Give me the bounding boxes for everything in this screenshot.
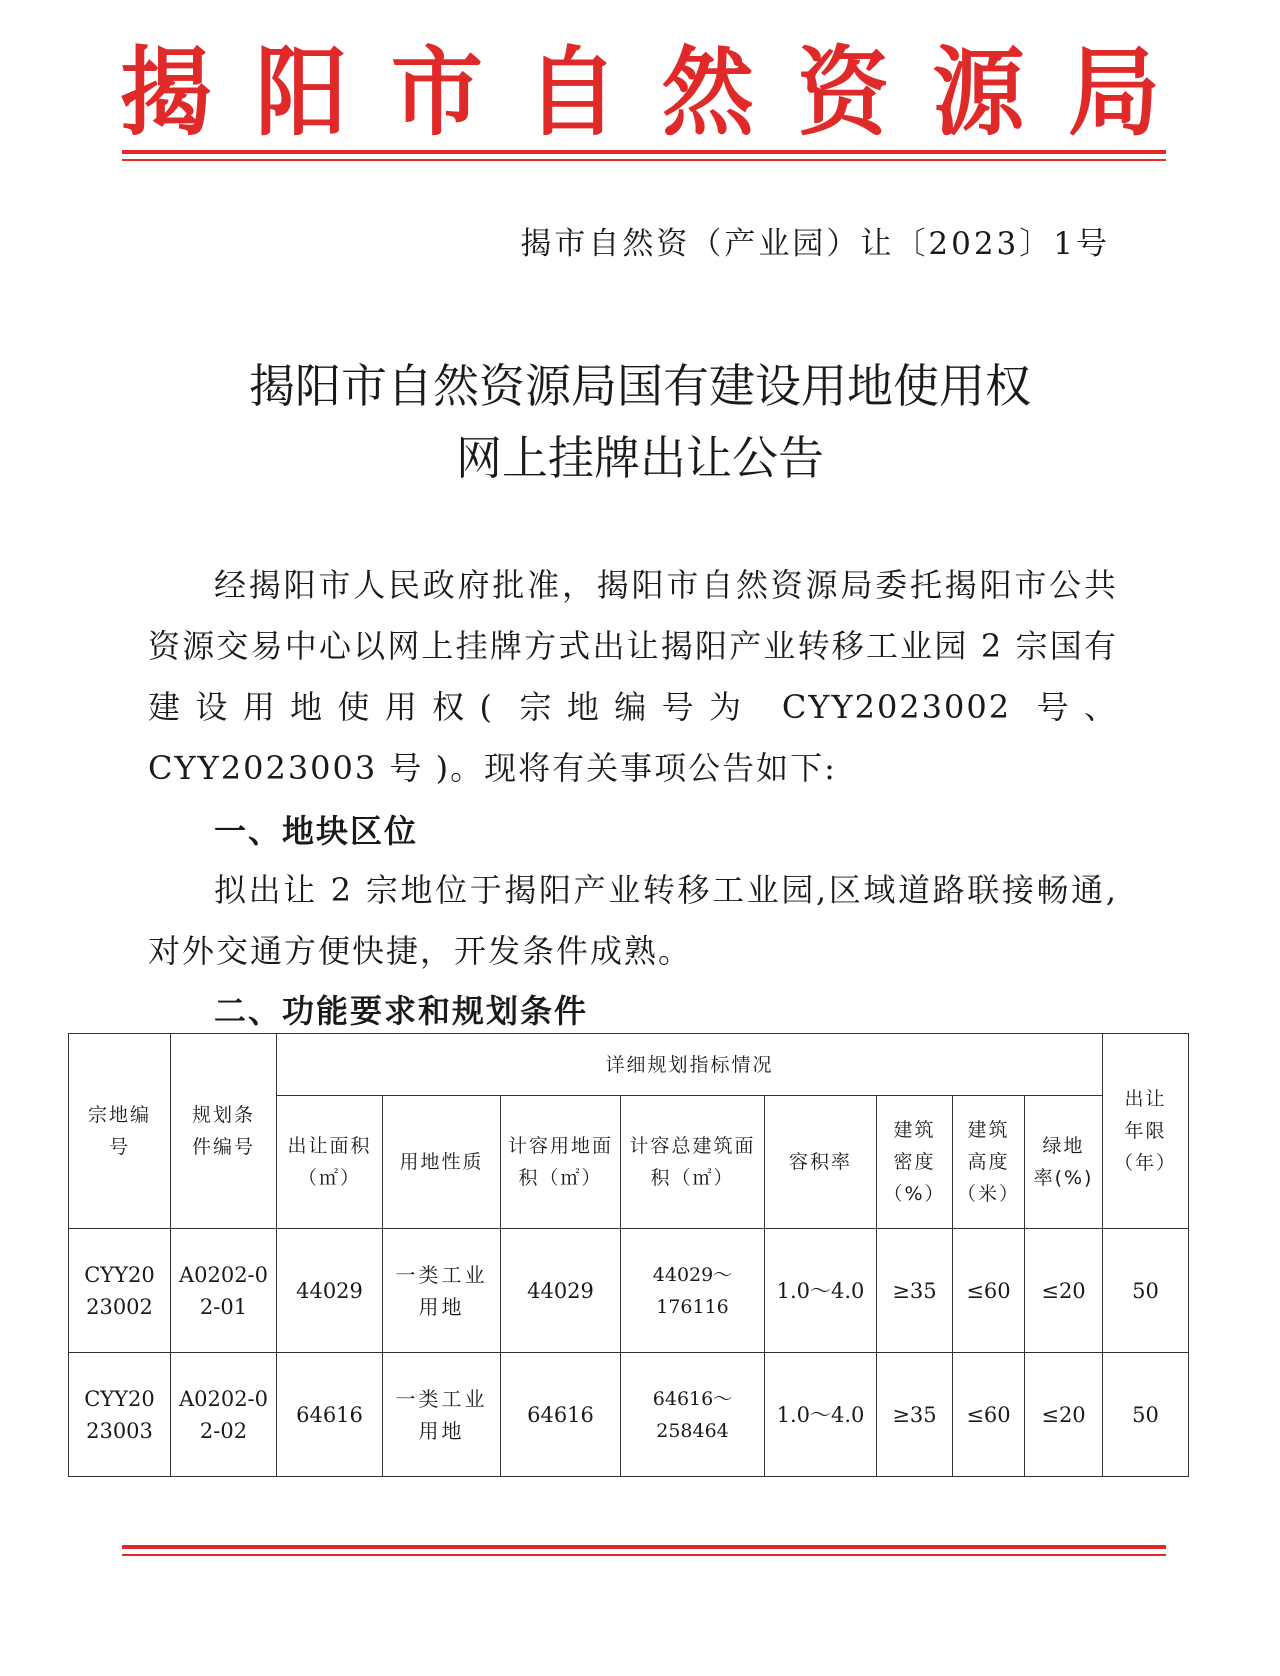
header-rule-thin <box>122 159 1166 161</box>
footer-rule-thick <box>122 1545 1166 1549</box>
cell-height: ≤60 <box>953 1353 1025 1477</box>
header-density: 建筑 密度 （%） <box>877 1096 953 1229</box>
cell-green: ≤20 <box>1025 1229 1103 1353</box>
cell-far-land-area: 44029 <box>501 1229 621 1353</box>
footer-rule-thin <box>122 1554 1166 1556</box>
cell-green: ≤20 <box>1025 1353 1103 1477</box>
intro-paragraph: 经揭阳市人民政府批准，揭阳市自然资源局委托揭阳市公共资源交易中心以网上挂牌方式出让揭阳产业转移工业园 2 宗国有建设用地使用权( 宗地编号为 CYY2023002 号、CYY2023003 号 )。现将有关事项公告如下: <box>148 566 1118 787</box>
planning-conditions-table <box>68 1033 1189 1477</box>
masthead-char: 局 <box>1067 36 1160 150</box>
cell-area: 44029 <box>277 1229 383 1353</box>
masthead-char: 自 <box>526 36 619 150</box>
masthead-char: 市 <box>390 36 483 150</box>
cell-land-use: 一类工业 用地 <box>383 1229 501 1353</box>
page-title <box>120 350 1160 494</box>
cell-far-land-area: 64616 <box>501 1353 621 1477</box>
header-green: 绿地 率(%) <box>1025 1096 1103 1229</box>
header-area: 出让面积 （㎡） <box>277 1096 383 1229</box>
cell-parcel-no: CYY20 23002 <box>69 1229 171 1353</box>
header-far: 容积率 <box>765 1096 877 1229</box>
cell-density: ≥35 <box>877 1229 953 1353</box>
title-line-2: 网上挂牌出让公告 <box>456 431 824 485</box>
header-term: 出让 年限 （年） <box>1103 1034 1189 1229</box>
cell-far: 1.0～4.0 <box>765 1353 877 1477</box>
cell-density: ≥35 <box>877 1353 953 1477</box>
section-1-body: 拟出让 2 宗地位于揭阳产业转移工业园,区域道路联接畅通,对外交通方便快捷，开发条件成熟。 <box>148 871 1118 970</box>
masthead <box>120 30 1160 150</box>
header-parcel-no: 宗地编 号 <box>69 1034 171 1229</box>
cell-height: ≤60 <box>953 1229 1025 1353</box>
cell-term: 50 <box>1103 1229 1189 1353</box>
section-2-heading: 二、功能要求和规划条件 <box>214 992 589 1030</box>
table-row <box>69 1229 1189 1353</box>
title-line-1: 揭阳市自然资源局国有建设用地使用权 <box>249 359 1031 413</box>
masthead-char: 然 <box>661 36 754 150</box>
header-plan-no: 规划条 件编号 <box>171 1034 277 1229</box>
cell-far-building-area: 44029～ 176116 <box>621 1229 765 1353</box>
header-rule-thick <box>122 150 1166 154</box>
table-row <box>69 1353 1189 1477</box>
cell-plan-no: A0202-0 2-01 <box>171 1229 277 1353</box>
header-land-use: 用地性质 <box>383 1096 501 1229</box>
cell-term: 50 <box>1103 1353 1189 1477</box>
cell-parcel-no: CYY20 23003 <box>69 1353 171 1477</box>
cell-far-building-area: 64616～ 258464 <box>621 1353 765 1477</box>
cell-far: 1.0～4.0 <box>765 1229 877 1353</box>
header-height: 建筑 高度 （米） <box>953 1096 1025 1229</box>
masthead-char: 阳 <box>255 36 348 150</box>
cell-area: 64616 <box>277 1353 383 1477</box>
header-group: 详细规划指标情况 <box>277 1034 1103 1096</box>
masthead-char: 揭 <box>120 36 213 150</box>
header-far-building-area: 计容总建筑面 积（㎡） <box>621 1096 765 1229</box>
masthead-char: 源 <box>932 36 1025 150</box>
document-number: 揭市自然资（产业园）让〔2023〕1号 <box>520 226 1110 262</box>
cell-land-use: 一类工业 用地 <box>383 1353 501 1477</box>
masthead-char: 资 <box>797 36 890 150</box>
header-far-land-area: 计容用地面 积（㎡） <box>501 1096 621 1229</box>
cell-plan-no: A0202-0 2-02 <box>171 1353 277 1477</box>
section-1-heading: 一、地块区位 <box>214 812 419 850</box>
